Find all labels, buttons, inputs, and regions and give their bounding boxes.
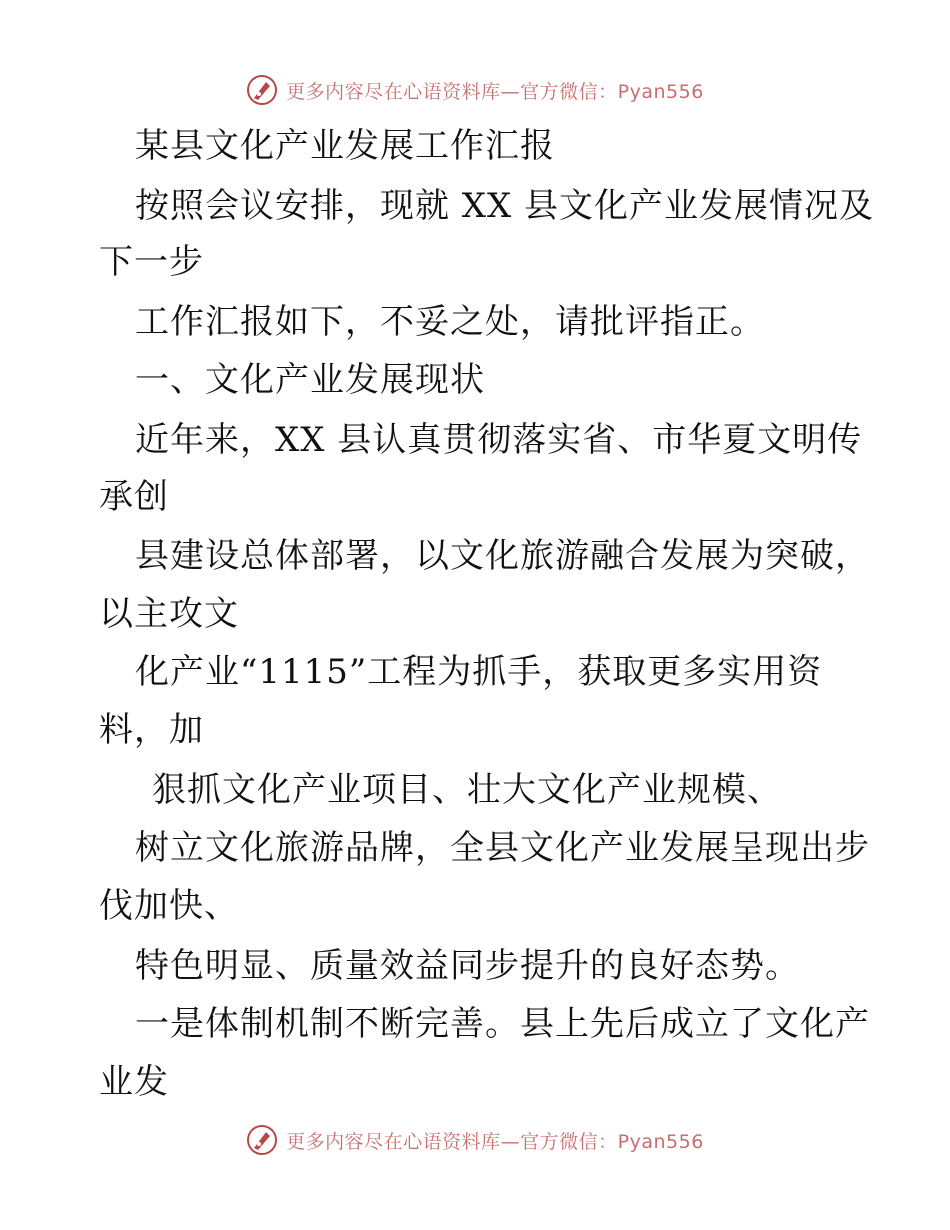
paragraph-line: 特色明显、质量效益同步提升的良好态势。 — [135, 946, 800, 986]
paragraph-line: 业发 — [99, 1062, 169, 1102]
paragraph-line: 承创 — [99, 477, 169, 517]
paragraph-line: 工作汇报如下，不妥之处，请批评指正。 — [135, 302, 765, 342]
paragraph-line: 狠抓文化产业项目、壮大文化产业规模、 — [152, 770, 782, 810]
paragraph-line: 下一步 — [99, 242, 204, 282]
paragraph-line: 化产业“1115”工程为抓手，获取更多实用资 — [135, 652, 823, 692]
paragraph-line: 以主攻文 — [99, 594, 239, 634]
paragraph-line: 料，加 — [99, 710, 204, 750]
paragraph-line: 近年来，XX 县认真贯彻落实省、市华夏文明传 — [135, 420, 863, 460]
paragraph-line: 伐加快、 — [99, 886, 239, 926]
footer-watermark-banner — [0, 1120, 950, 1160]
banner-text: 更多内容尽在心语资料库—官方微信：Pyan556 — [286, 80, 704, 103]
paragraph-line: 一是体制机制不断完善。县上先后成立了文化产 — [135, 1004, 870, 1044]
section-heading: 一、文化产业发展现状 — [135, 360, 485, 400]
paragraph-line: 树立文化旅游品牌，全县文化产业发展呈现出步 — [135, 828, 870, 868]
paragraph-line: 县建设总体部署，以文化旅游融合发展为突破， — [135, 536, 870, 576]
banner-text: 更多内容尽在心语资料库—官方微信：Pyan556 — [286, 1130, 704, 1153]
paragraph-line: 按照会议安排，现就 XX 县文化产业发展情况及 — [135, 186, 875, 226]
document-title: 某县文化产业发展工作汇报 — [135, 126, 555, 166]
pen-nib-logo-icon — [246, 1124, 278, 1156]
